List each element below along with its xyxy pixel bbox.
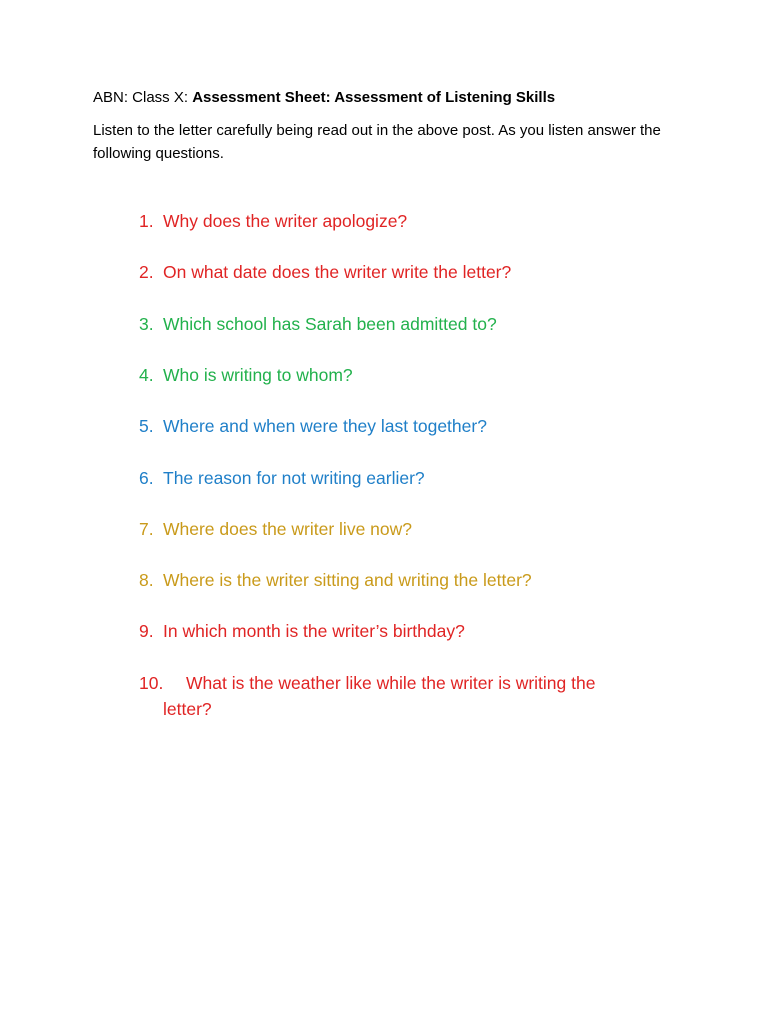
question-text: Which school has Sarah been admitted to?: [163, 314, 497, 334]
question-number: 8.: [139, 570, 154, 590]
question-text: What is the weather like while the writer is writing the: [186, 673, 596, 693]
heading-title: Assessment Sheet: Assessment of Listening Skills: [192, 89, 556, 106]
question-number: 3.: [139, 314, 154, 334]
question-text: Where and when were they last together?: [163, 416, 487, 436]
question-number: 5.: [139, 416, 154, 436]
question-text: Where is the writer sitting and writing the letter?: [163, 570, 532, 590]
question-number: 1.: [139, 211, 154, 231]
question-text: The reason for not writing earlier?: [163, 468, 425, 488]
question-text: On what date does the writer write the letter?: [163, 262, 512, 282]
question-number: 2.: [139, 262, 154, 282]
question-number: 10.: [139, 673, 164, 693]
question-number: 9.: [139, 621, 154, 641]
question-text: Who is writing to whom?: [163, 365, 353, 385]
heading-prefix: ABN: Class X:: [93, 89, 193, 106]
question-text-continuation: letter?: [163, 699, 212, 719]
question-text: Why does the writer apologize?: [163, 211, 408, 231]
question-number: 4.: [139, 365, 154, 385]
question-text: Where does the writer live now?: [163, 519, 412, 539]
heading: [93, 88, 555, 108]
question-number: 7.: [139, 519, 154, 539]
question-number: 6.: [139, 468, 154, 488]
question-text: In which month is the writer’s birthday?: [163, 621, 465, 641]
intro-paragraph: Listen to the letter carefully being read out in the above post. As you listen answer the following questions.: [93, 122, 661, 162]
